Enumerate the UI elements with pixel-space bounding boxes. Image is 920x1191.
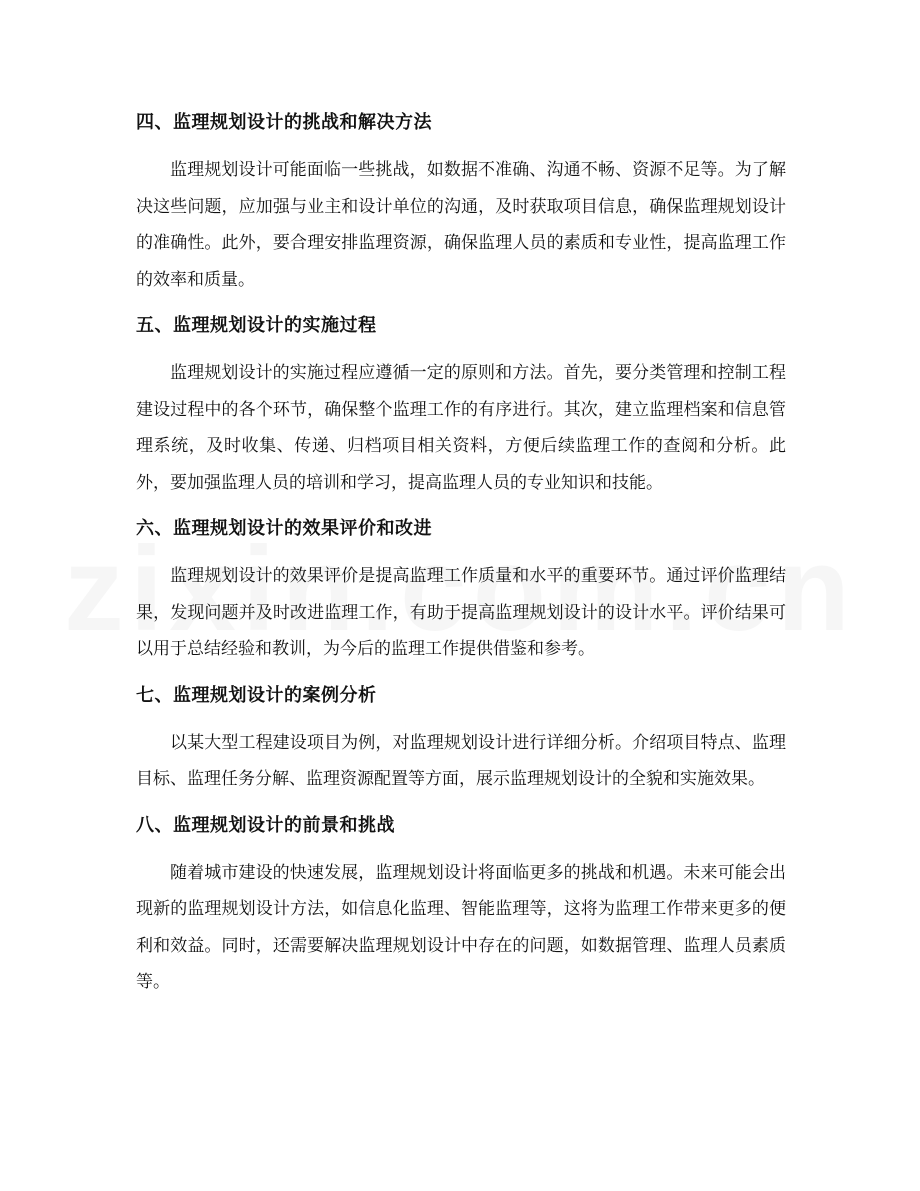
section-5	[136, 307, 786, 501]
section-heading: 八、监理规划设计的前景和挑战	[136, 814, 395, 836]
section-heading: 七、监理规划设计的案例分析	[136, 684, 377, 706]
section-heading: 四、监理规划设计的挑战和解决方法	[136, 112, 432, 133]
section-4	[136, 104, 786, 298]
section-7	[136, 677, 786, 798]
section-heading: 五、监理规划设计的实施过程	[136, 315, 377, 336]
section-paragraph: 以某大型工程建设项目为例，对监理规划设计进行详细分析。介绍项目特点、监理目标、监理任务分解、监理资源配置等方面，展示监理规划设计的全貌和实施效果。	[136, 732, 786, 789]
section-paragraph: 监理规划设计的实施过程应遵循一定的原则和方法。首先，要分类管理和控制工程建设过程中的各个环节，确保整个监理工作的有序进行。其次，建立监理档案和信息管理系统，及时收集、传递、归档项目相关资料，方便后续监理工作的查阅和分析。此外，要加强监理人员的培训和学习，提高监理人员的专业知识和技能。	[136, 363, 786, 493]
section-paragraph: 监理规划设计可能面临一些挑战，如数据不准确、沟通不畅、资源不足等。为了解决这些问题，应加强与业主和设计单位的沟通，及时获取项目信息，确保监理规划设计的准确性。此外，要合理安排监理资源，确保监理人员的素质和专业性，提高监理工作的效率和质量。	[136, 160, 786, 290]
section-paragraph: 监理规划设计的效果评价是提高监理工作质量和水平的重要环节。通过评价监理结果，发现问题并及时改进监理工作，有助于提高监理规划设计的设计水平。评价结果可以用于总结经验和教训，为今后的监理工作提供借鉴和参考。	[136, 566, 786, 659]
section-6	[136, 510, 786, 668]
section-8	[136, 807, 786, 1001]
section-heading: 六、监理规划设计的效果评价和改进	[136, 518, 432, 539]
section-paragraph: 随着城市建设的快速发展，监理规划设计将面临更多的挑战和机遇。未来可能会出现新的监理规划设计方法，如信息化监理、智能监理等，这将为监理工作带来更多的便利和效益。同时，还需要解决监理规划设计中存在的问题，如数据管理、监理人员素质等。	[136, 862, 786, 992]
document-body	[136, 104, 786, 1010]
